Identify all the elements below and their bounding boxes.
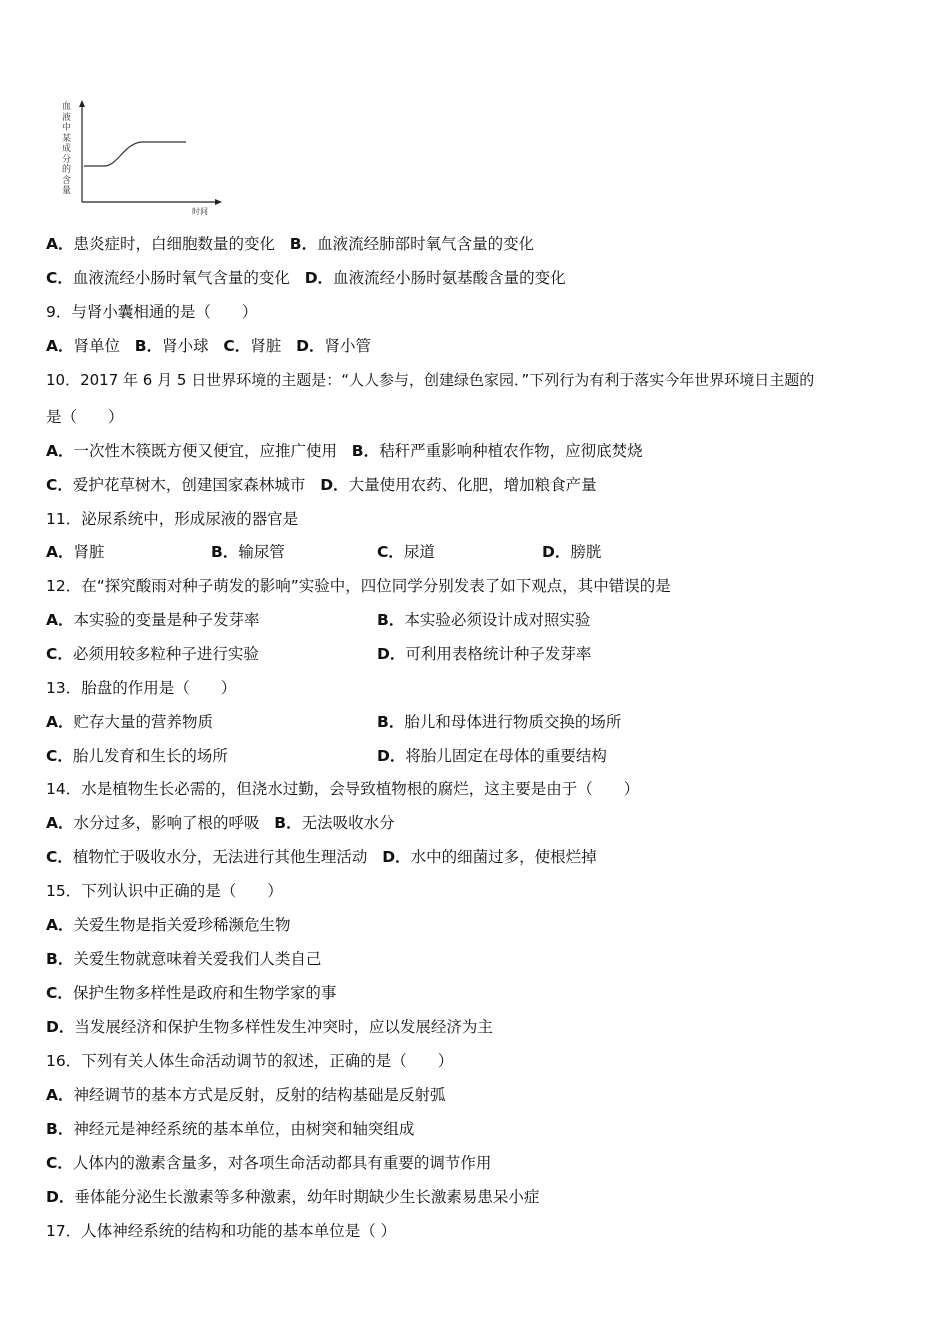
q8-option-a-letter: A． xyxy=(46,235,74,253)
q11-option-d-text: 膀胱 xyxy=(570,543,602,561)
q13-option-a-letter: A． xyxy=(46,713,74,731)
q16-option-a-text: 神经调节的基本方式是反射，反射的结构基础是反射弧 xyxy=(73,1086,446,1104)
q10-options-row-1 xyxy=(46,441,643,461)
q14-options-row-2 xyxy=(46,847,597,867)
q12-option-c xyxy=(46,644,259,664)
q16-option-b xyxy=(46,1119,414,1139)
q16-option-d xyxy=(46,1187,539,1207)
q14-option-a-text: 水分过多，影响了根的呼吸 xyxy=(73,814,260,832)
q15-option-c-letter: C． xyxy=(46,984,73,1002)
q13-option-a xyxy=(46,712,213,732)
q14-option-b-letter: B． xyxy=(274,814,302,832)
q13-option-a-text: 贮存大量的营养物质 xyxy=(73,713,214,731)
q15-stem: 15．下列认识中正确的是（ ） xyxy=(46,882,283,900)
q10-option-d-letter: D． xyxy=(320,476,349,494)
q10-option-c-letter: C． xyxy=(46,476,73,494)
q11-option-a-letter: A． xyxy=(46,543,74,561)
q13-option-c-letter: C． xyxy=(46,747,73,765)
q9-option-d-text: 肾小管 xyxy=(324,337,371,355)
q9-option-a-letter: A． xyxy=(46,337,74,355)
q12-option-b-text: 本实验必须设计成对照实验 xyxy=(404,611,591,629)
q12-stem: 12．在“探究酸雨对种子萌发的影响”实验中，四位同学分别发表了如下观点，其中错误的是 xyxy=(46,577,671,595)
q8-option-d-text: 血液流经小肠时氨基酸含量的变化 xyxy=(333,269,566,287)
q15-option-c-text: 保护生物多样性是政府和生物学家的事 xyxy=(72,984,337,1002)
q12-option-d xyxy=(377,644,591,664)
q16-option-d-letter: D． xyxy=(46,1188,75,1206)
q9-options xyxy=(46,336,371,356)
q16-option-b-letter: B． xyxy=(46,1120,74,1138)
q10-options-row-2 xyxy=(46,475,597,495)
q10-option-b-text: 秸秆严重影响种植农作物，应彻底焚烧 xyxy=(379,442,643,460)
content-curve xyxy=(84,142,186,166)
q13-option-d-text: 将胎儿固定在母体的重要结构 xyxy=(405,747,607,765)
q9-option-d-letter: D． xyxy=(296,337,325,355)
q15-option-b-text: 关爱生物就意味着关爱我们人类自己 xyxy=(73,950,322,968)
q9-option-b-text: 肾小球 xyxy=(162,337,209,355)
q16-option-b-text: 神经元是神经系统的基本单位，由树突和轴突组成 xyxy=(73,1120,415,1138)
q11-option-c-letter: C． xyxy=(377,543,404,561)
q10-option-a-text: 一次性木筷既方便又便宜，应推广使用 xyxy=(73,442,338,460)
q13-option-b-text: 胎儿和母体进行物质交换的场所 xyxy=(404,713,622,731)
q9-option-a-text: 肾单位 xyxy=(73,337,121,355)
q10-option-c-text: 爱护花草树木，创建国家森林城市 xyxy=(72,476,306,494)
q8-option-d-letter: D． xyxy=(304,269,334,287)
q12-option-d-letter: D． xyxy=(377,645,406,663)
q11-option-d-letter: D． xyxy=(542,543,571,561)
q16-option-c-text: 人体内的激素含量多，对各项生命活动都具有重要的调节作用 xyxy=(72,1154,492,1172)
q8-options-row-1 xyxy=(46,234,534,254)
figure-y-label: 血液中某成分的含量 xyxy=(62,102,72,196)
figure-x-label: 时间 xyxy=(192,207,208,216)
q12-option-c-letter: C． xyxy=(46,645,73,663)
q11-option-a-text: 肾脏 xyxy=(73,543,105,561)
q13-stem: 13．胎盘的作用是（ ） xyxy=(46,679,237,697)
q11-option-c xyxy=(377,542,435,562)
q11-option-b-letter: B． xyxy=(211,543,239,561)
q14-option-a-letter: A． xyxy=(46,814,74,832)
q9-stem: 9．与肾小囊相通的是（ ） xyxy=(46,303,258,321)
q17-stem: 17．人体神经系统的结构和功能的基本单位是（ ） xyxy=(46,1222,397,1240)
q13-option-d-letter: D． xyxy=(377,747,406,765)
q13-option-d xyxy=(377,746,607,766)
q16-stem: 16．下列有关人体生命活动调节的叙述，正确的是（ ） xyxy=(46,1052,454,1070)
q14-option-c-text: 植物忙于吸收水分，无法进行其他生理活动 xyxy=(72,848,368,866)
q8-option-a-text: 患炎症时，白细胞数量的变化 xyxy=(73,235,276,253)
q13-option-b xyxy=(377,712,621,732)
q15-option-d-text: 当发展经济和保护生物多样性发生冲突时，应以发展经济为主 xyxy=(74,1018,493,1036)
q10-option-b-letter: B． xyxy=(351,442,380,460)
q15-option-d-letter: D． xyxy=(46,1018,75,1036)
q16-option-a xyxy=(46,1085,446,1105)
q9-option-b-letter: B． xyxy=(134,337,163,355)
q14-option-d-letter: D． xyxy=(382,848,411,866)
q10-option-a-letter: A． xyxy=(46,442,74,460)
q14-option-b-text: 无法吸收水分 xyxy=(301,814,395,832)
q8-option-b-text: 血液流经肺部时氧气含量的变化 xyxy=(317,235,535,253)
q10-option-d-text: 大量使用农药、化肥，增加粮食产量 xyxy=(348,476,597,494)
q10-stem-line-1: 10．2017 年 6 月 5 日世界环境的主题是：“人人参与，创建绿色家园．”下列行为有利于落实今年世界环境日主题的 xyxy=(46,371,815,389)
blood-component-figure xyxy=(60,96,230,222)
q11-option-c-text: 尿道 xyxy=(403,543,435,561)
q8-options-row-2 xyxy=(46,268,566,288)
q15-option-a xyxy=(46,915,291,935)
q15-option-a-text: 关爱生物是指关爱珍稀濒危生物 xyxy=(73,916,291,934)
q15-option-b xyxy=(46,949,321,969)
q15-option-b-letter: B． xyxy=(46,950,74,968)
y-axis-arrow xyxy=(79,100,85,107)
q15-option-d xyxy=(46,1017,493,1037)
q11-option-d xyxy=(542,542,601,562)
q11-stem: 11．泌尿系统中，形成尿液的器官是 xyxy=(46,510,299,528)
q14-options-row-1 xyxy=(46,813,395,833)
q12-option-c-text: 必须用较多粒种子进行实验 xyxy=(72,645,259,663)
q9-option-c-text: 肾脏 xyxy=(250,337,282,355)
q12-option-a-letter: A． xyxy=(46,611,74,629)
q13-option-c-text: 胎儿发育和生长的场所 xyxy=(72,747,228,765)
q8-option-c-text: 血液流经小肠时氧气含量的变化 xyxy=(72,269,290,287)
curve-plot xyxy=(60,96,230,222)
q11-option-a xyxy=(46,542,105,562)
x-axis-arrow xyxy=(215,199,222,205)
q13-option-c xyxy=(46,746,228,766)
q12-option-a xyxy=(46,610,260,630)
q12-option-b xyxy=(377,610,590,630)
q11-option-b xyxy=(211,542,285,562)
q14-option-d-text: 水中的细菌过多，使根烂掉 xyxy=(410,848,597,866)
q9-option-c-letter: C． xyxy=(223,337,251,355)
q16-option-a-letter: A． xyxy=(46,1086,74,1104)
q8-option-c-letter: C． xyxy=(46,269,73,287)
q14-stem: 14．水是植物生长必需的，但浇水过勤，会导致植物根的腐烂，这主要是由于（ ） xyxy=(46,780,640,798)
q16-option-c-letter: C． xyxy=(46,1154,73,1172)
q15-option-a-letter: A． xyxy=(46,916,74,934)
q12-option-d-text: 可利用表格统计种子发芽率 xyxy=(405,645,592,663)
q15-option-c xyxy=(46,983,336,1003)
q12-option-b-letter: B． xyxy=(377,611,405,629)
q8-option-b-letter: B． xyxy=(289,235,318,253)
q14-option-c-letter: C． xyxy=(46,848,73,866)
q16-option-d-text: 垂体能分泌生长激素等多种激素，幼年时期缺少生长激素易患呆小症 xyxy=(74,1188,540,1206)
q10-stem-line-2: 是（ ） xyxy=(46,408,124,426)
q11-option-b-text: 输尿管 xyxy=(238,543,285,561)
q13-option-b-letter: B． xyxy=(377,713,405,731)
q12-option-a-text: 本实验的变量是种子发芽率 xyxy=(73,611,260,629)
q16-option-c xyxy=(46,1153,491,1173)
